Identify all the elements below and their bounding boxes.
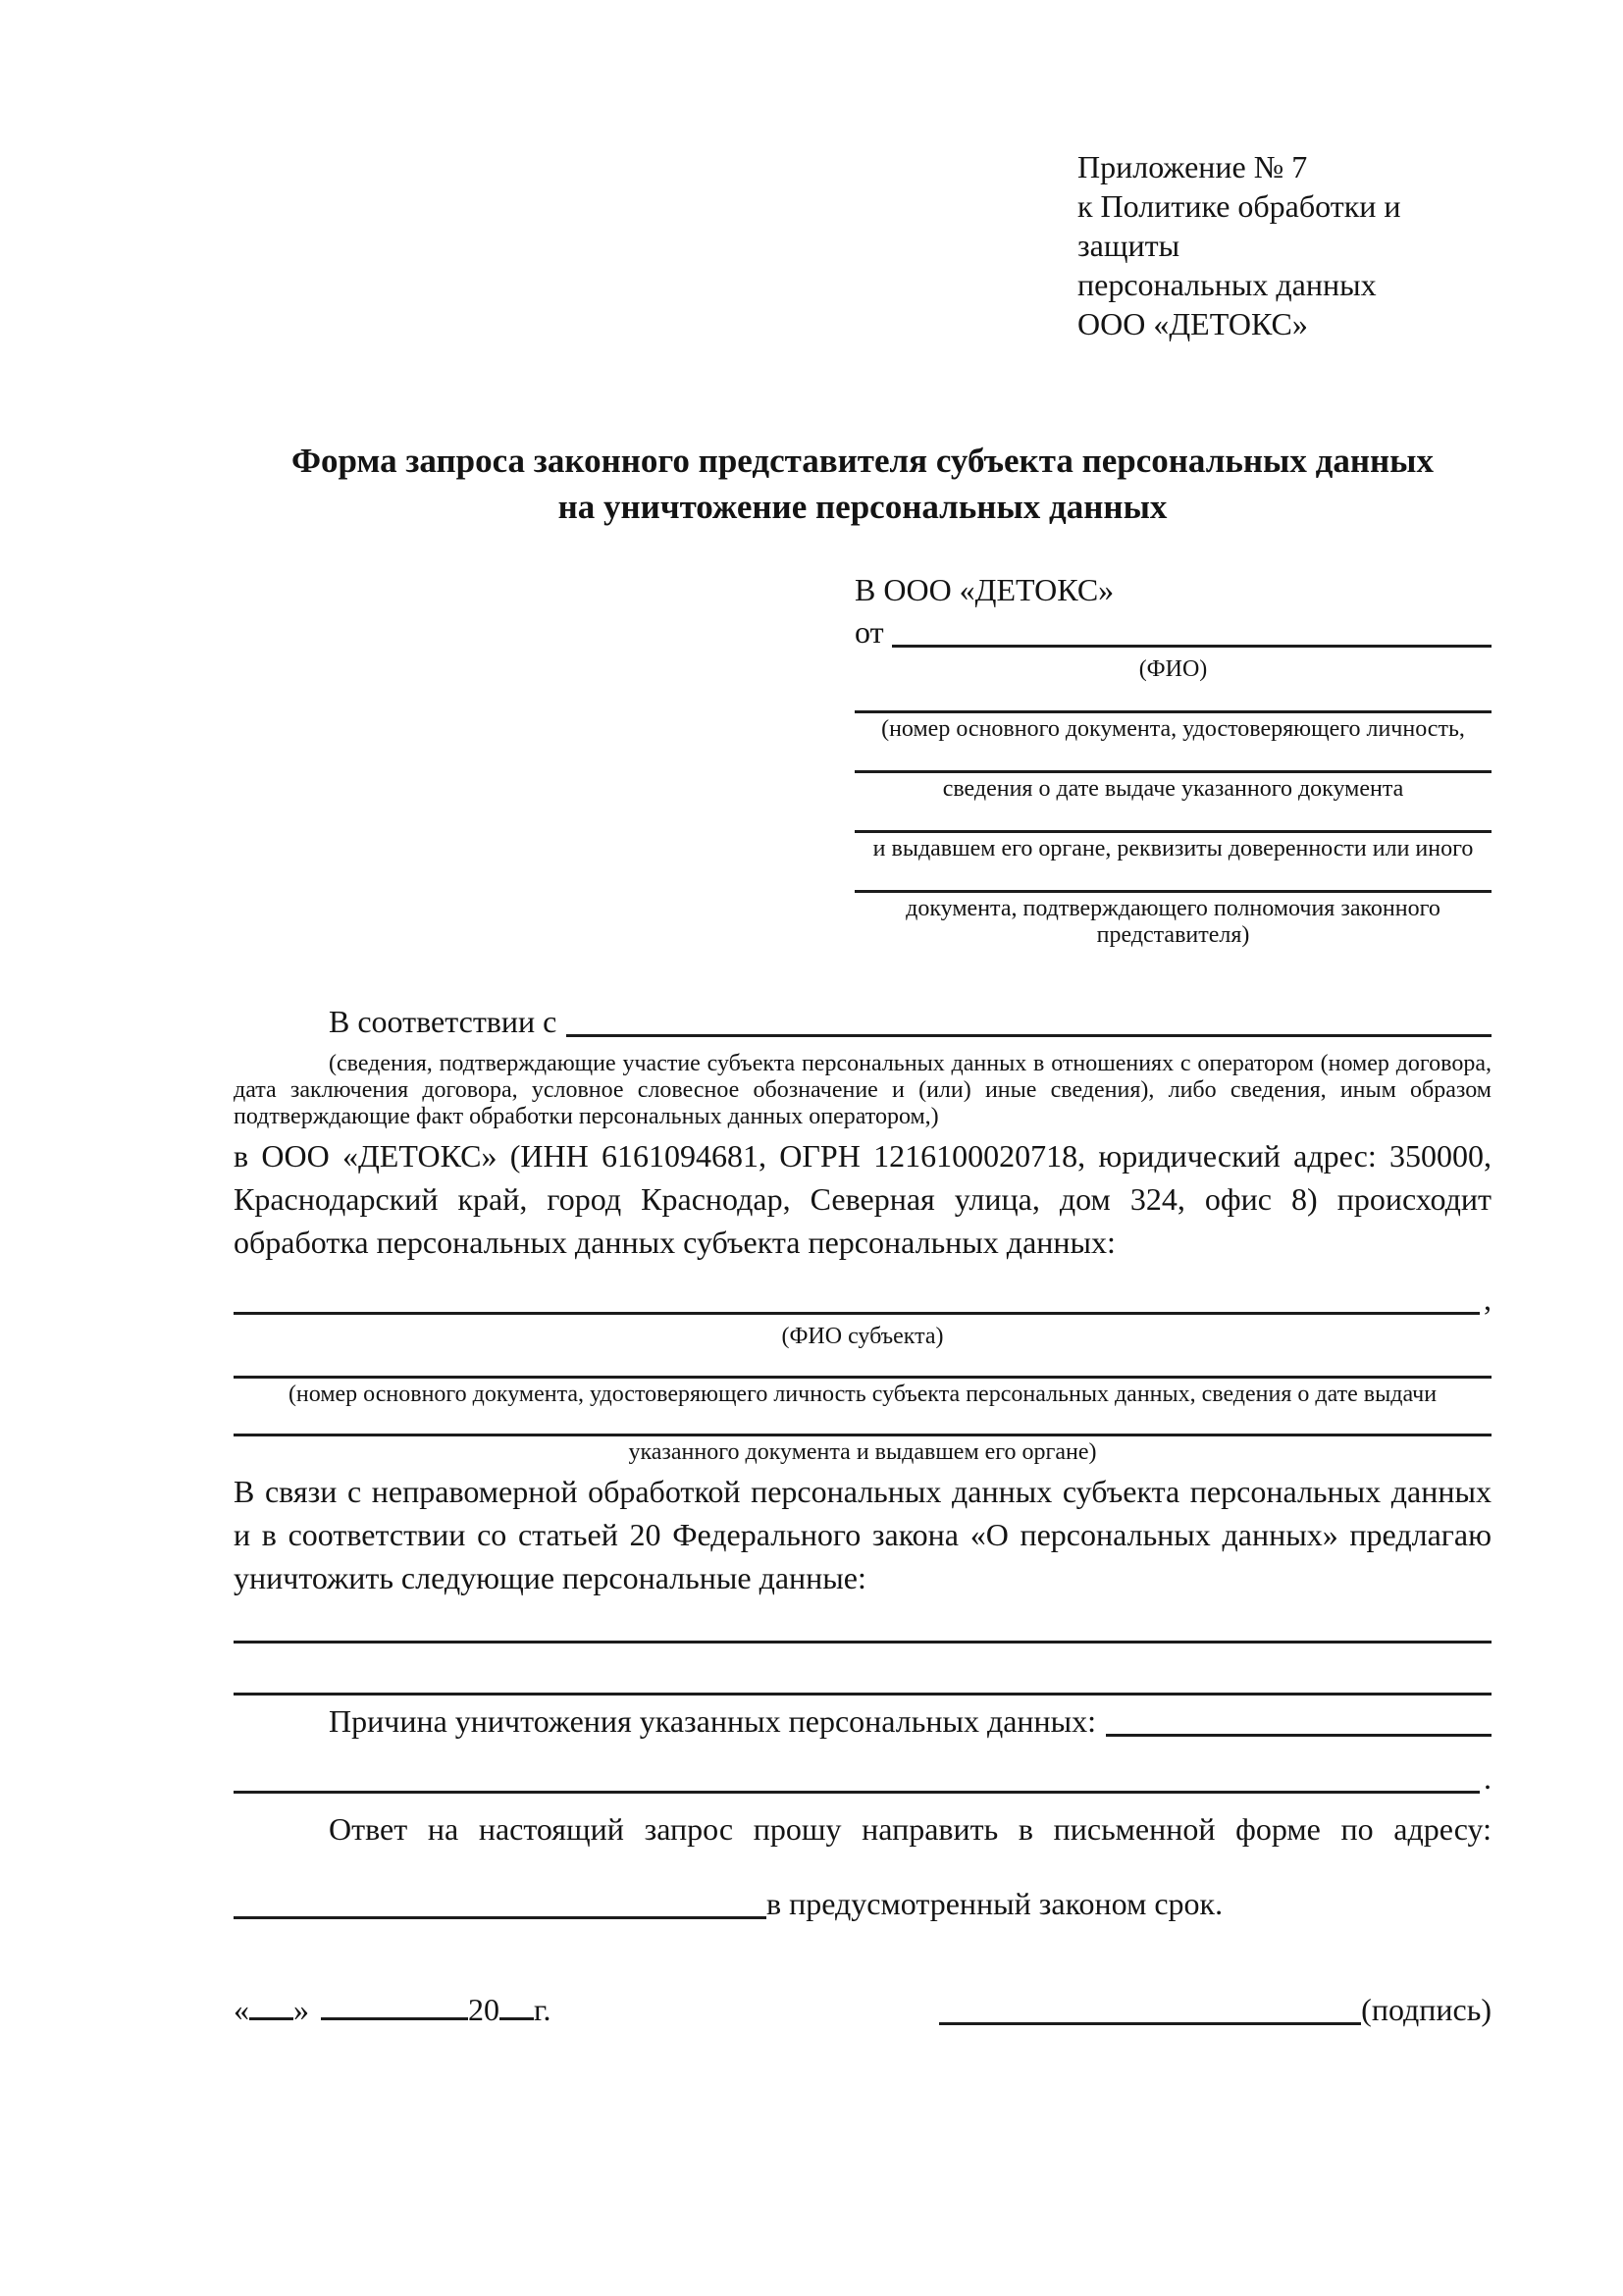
document-number-caption: (номер основного документа, удостоверяющего личность, <box>881 716 1465 742</box>
recipient-block <box>855 569 1492 949</box>
signature-caption: (подпись) <box>1361 1992 1492 2027</box>
date-quote-close: » <box>293 1992 309 2027</box>
footer-row <box>234 1988 1492 2031</box>
subject-name-row <box>234 1278 1492 1321</box>
accordance-label: В соответствии с <box>329 1004 557 1039</box>
date-year-suffix: г. <box>534 1992 551 2027</box>
answer-sentence: Ответ на настоящий запрос прошу направить в письменной форме по адресу: <box>329 1811 1492 1847</box>
data-to-destroy-field-line1[interactable] <box>234 1601 1492 1644</box>
appendix-company: ООО «ДЕТОКС» <box>1077 306 1308 341</box>
date-year-prefix: 20 <box>468 1992 499 2027</box>
document-title-line1: Форма запроса законного представителя субъекта персональных данных <box>291 442 1434 480</box>
date-group <box>234 1988 551 2031</box>
recipient-to: В ООО «ДЕТОКС» <box>855 572 1115 607</box>
subject-document-issuer-field-line[interactable] <box>234 1434 1492 1436</box>
answer-tail-text: в предусмотренный законом срок. <box>766 1886 1224 1921</box>
reason-field-line[interactable] <box>1106 1734 1492 1737</box>
operator-paragraph: в ООО «ДЕТОКС» (ИНН 6161094681, ОГРН 1216100020718, юридический адрес: 350000, Краснодарский край, город Краснодар, Северная улица, дом 324, офис 8) происходит обработка персональных данных субъекта персональных данных: <box>234 1138 1492 1260</box>
signature-field-line[interactable] <box>939 2018 1361 2025</box>
authority-document-field-line[interactable] <box>855 890 1492 893</box>
request-paragraph: В связи с неправомерной обработкой персональных данных субъекта персональных данных и в соответствии со статьей 20 Федерального закона «О персональных данных» предлагаю уничтожить следующие персональные данные: <box>234 1474 1492 1595</box>
appendix-policy-line2: персональных данных <box>1077 267 1377 302</box>
subject-name-comma: , <box>1484 1281 1492 1317</box>
date-year-field-line[interactable] <box>499 2013 534 2020</box>
issue-date-caption: сведения о дате выдаче указанного документа <box>942 776 1404 802</box>
appendix-number: Приложение № 7 <box>1077 149 1308 184</box>
date-day-field-line[interactable] <box>249 2013 293 2020</box>
appendix-header <box>1077 147 1492 343</box>
fio-caption: (ФИО) <box>1138 656 1208 682</box>
subject-document-caption-line2: указанного документа и выдавшем его органе) <box>628 1439 1097 1465</box>
accordance-row <box>234 1000 1492 1043</box>
representative-document-field-line[interactable] <box>855 710 1492 713</box>
data-to-destroy-field-line2[interactable] <box>234 1693 1492 1696</box>
issuing-authority-caption: и выдавшем его органе, реквизиты доверенности или иного <box>872 836 1474 861</box>
issuing-authority-field-line[interactable] <box>855 830 1492 833</box>
reason-label: Причина уничтожения указанных персональных данных: <box>329 1703 1097 1739</box>
from-label: от <box>855 614 884 650</box>
reason-row <box>234 1699 1492 1743</box>
document-content <box>234 0 1492 2031</box>
signature-group <box>939 1988 1492 2031</box>
subject-fio-caption: (ФИО субъекта) <box>781 1324 944 1349</box>
appendix-policy-line1: к Политике обработки и защиты <box>1077 188 1401 263</box>
reason-period: . <box>1484 1760 1492 1796</box>
representative-name-field-line[interactable] <box>892 645 1492 648</box>
date-month-field-line[interactable] <box>321 2013 468 2020</box>
issue-date-field-line[interactable] <box>855 770 1492 773</box>
answer-address-field-line[interactable] <box>234 1916 766 1919</box>
answer-address-row <box>234 1882 1492 1925</box>
reason-field-line2[interactable] <box>234 1791 1480 1794</box>
accordance-field-line[interactable] <box>566 1034 1492 1037</box>
subject-document-field-line[interactable] <box>234 1376 1492 1379</box>
reason-continuation-row <box>234 1756 1492 1800</box>
document-title <box>234 438 1492 530</box>
subject-document-caption-line1: (номер основного документа, удостоверяющего личность субъекта персональных данных, сведения о дате выдачи <box>288 1382 1438 1407</box>
authority-document-caption: документа, подтверждающего полномочия законного представителя) <box>906 896 1440 948</box>
accordance-caption: (сведения, подтверждающие участие субъекта персональных данных в отношениях с оператором (номер договора, дата заключения договора, условное словесное обозначение и (или) иные сведения), либо сведения, иным образом подтверждающие факт обработки персональных данных оператором,) <box>234 1051 1492 1129</box>
document-title-line2: на уничтожение персональных данных <box>557 488 1168 526</box>
subject-name-field-line[interactable] <box>234 1312 1480 1315</box>
date-quote-open: « <box>234 1992 249 2027</box>
from-row <box>855 610 1492 653</box>
